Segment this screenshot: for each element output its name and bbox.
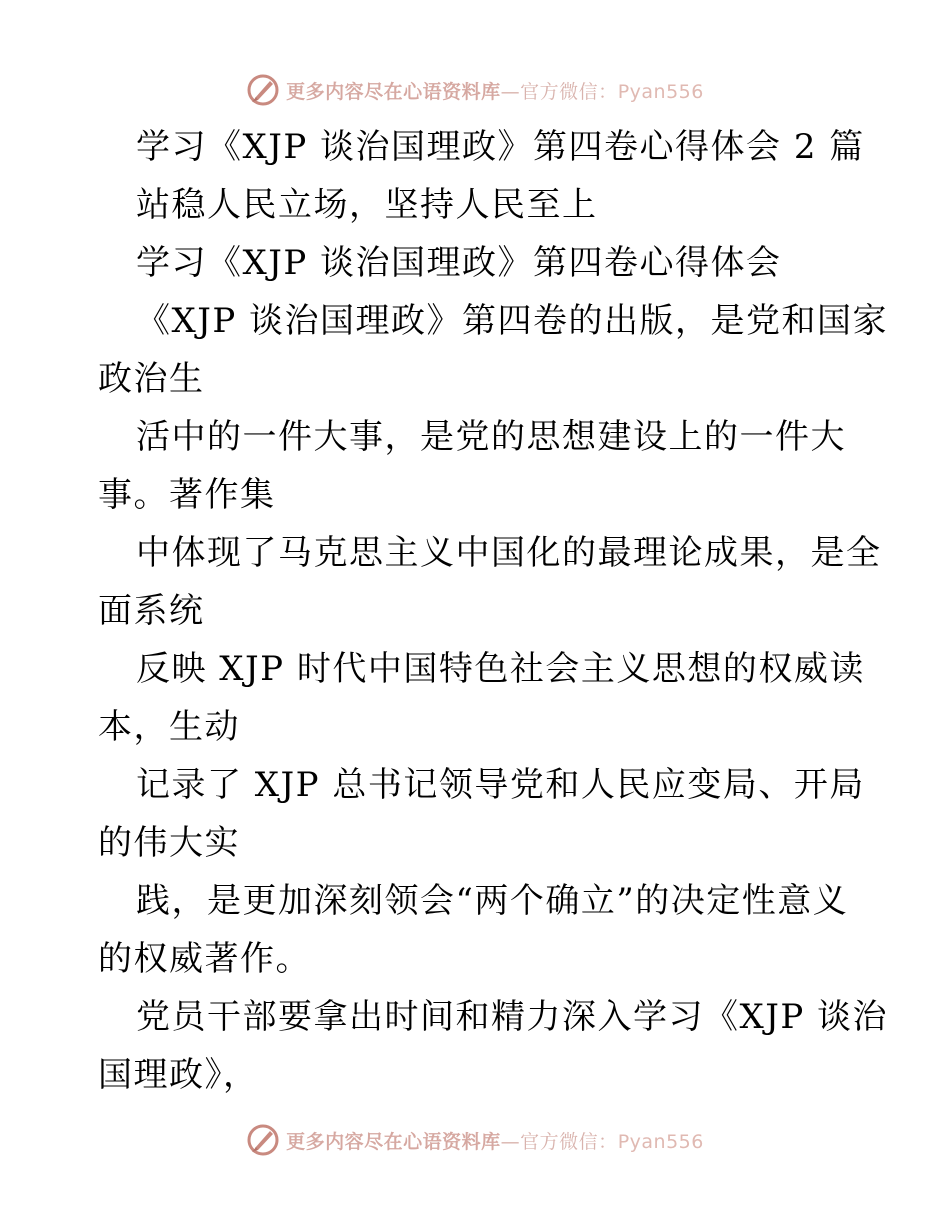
footer-watermark xyxy=(0,1120,950,1160)
paragraph-line: 面系统 xyxy=(98,591,205,631)
paragraph-line: 的权威著作。 xyxy=(98,939,311,979)
header-watermark xyxy=(0,70,950,110)
paragraph-line: 党员干部要拿出时间和精力深入学习《XJP 谈治 xyxy=(136,997,889,1037)
quill-pen-circle-icon xyxy=(246,73,280,107)
paragraph-line: 活中的一件大事，是党的思想建设上的一件大 xyxy=(136,417,846,457)
paragraph-line: 《XJP 谈治国理政》第四卷的出版，是党和国家 xyxy=(136,301,889,341)
paragraph-line: 事。著作集 xyxy=(98,475,276,515)
paragraph-line: 记录了 XJP 总书记领导党和人民应变局、开局 xyxy=(136,765,865,805)
document-heading: 学习《XJP 谈治国理政》第四卷心得体会 xyxy=(136,243,782,283)
paragraph-line: 国理政》， xyxy=(98,1055,259,1095)
paragraph-line: 反映 XJP 时代中国特色社会主义思想的权威读 xyxy=(136,649,865,689)
paragraph-line: 中体现了马克思主义中国化的最理论成果，是全 xyxy=(136,533,882,573)
paragraph-line: 本，生动 xyxy=(98,707,240,747)
document-title: 学习《XJP 谈治国理政》第四卷心得体会 2 篇 xyxy=(136,127,865,167)
paragraph-line: 政治生 xyxy=(98,359,205,399)
watermark-text: 更多内容尽在心语资料库—官方微信：Pyan556 xyxy=(286,1130,704,1153)
watermark-text: 更多内容尽在心语资料库—官方微信：Pyan556 xyxy=(286,80,704,103)
paragraph-line: 践，是更加深刻领会“两个确立”的决定性意义 xyxy=(136,881,849,921)
document-subtitle: 站稳人民立场，坚持人民至上 xyxy=(136,185,598,225)
paragraph-line: 的伟大实 xyxy=(98,823,240,863)
quill-pen-circle-icon xyxy=(246,1123,280,1157)
